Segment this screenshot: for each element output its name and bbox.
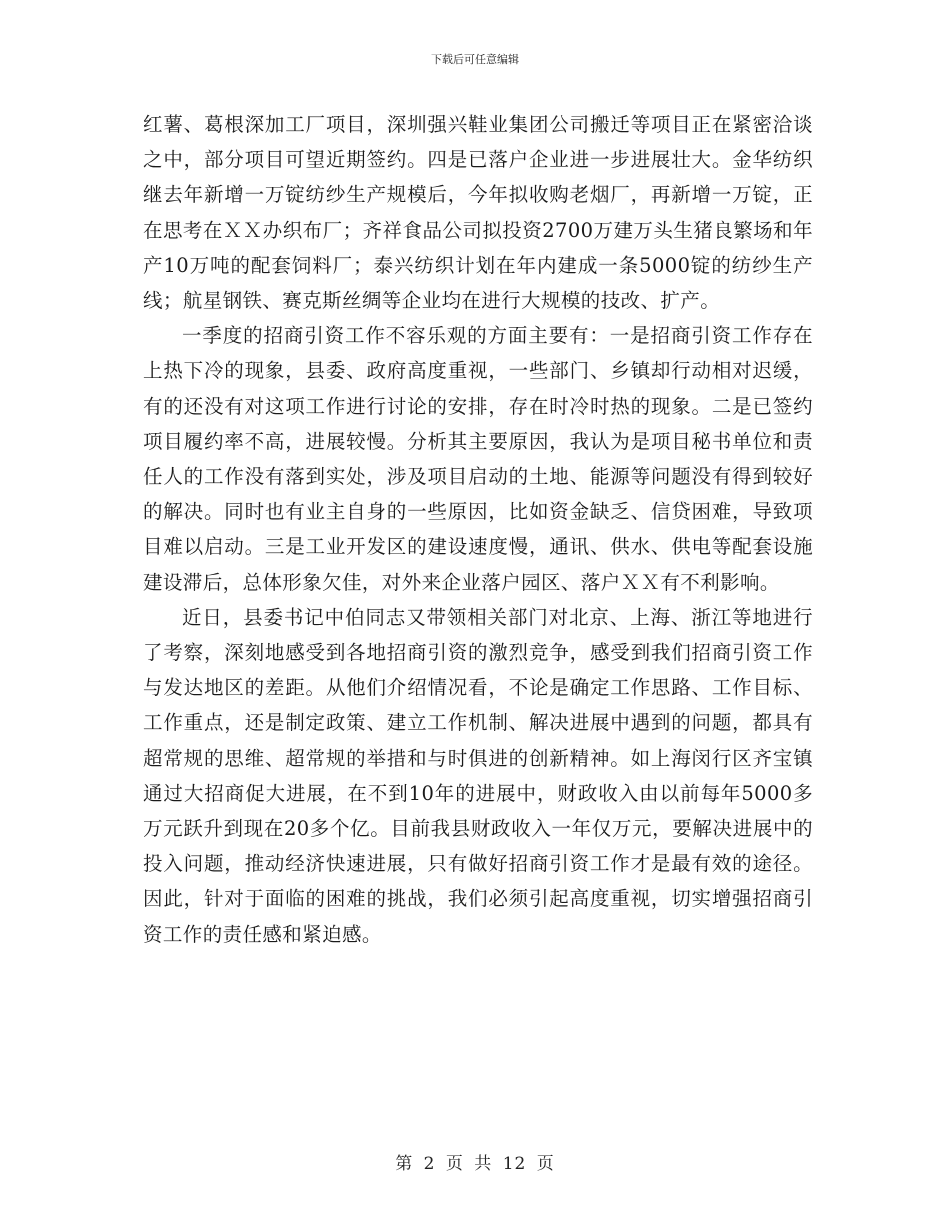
document-body bbox=[143, 107, 813, 952]
paragraph-issues: 一季度的招商引资工作不容乐观的方面主要有：一是招商引资工作存在上热下冷的现象，县委、政府高度重视，一些部门、乡镇却行动相对迟缓，有的还没有对这项工作进行讨论的安排，存在时冷时热的现象。二是已签约项目履约率不高，进展较慢。分析其主要原因，我认为是项目秘书单位和责任人的工作没有落到实处，涉及项目启动的土地、能源等问题没有得到较好的解决。同时也有业主自身的一些原因，比如资金缺乏、信贷困难，导致项目难以启动。三是工业开发区的建设速度慢，通讯、供水、供电等配套设施建设滞后，总体形象欠佳，对外来企业落户园区、落户ＸＸ有不利影响。 bbox=[143, 324, 813, 594]
paragraph-continued: 红薯、葛根深加工厂项目，深圳强兴鞋业集团公司搬迁等项目正在紧密洽谈之中，部分项目可望近期签约。四是已落户企业进一步进展壮大。金华纺织继去年新增一万锭纺纱生产规模后，今年拟收购老烟厂，再新增一万锭，正在思考在ＸＸ办织布厂；齐祥食品公司拟投资2700万建万头生猪良繁场和年产10万吨的配套饲料厂；泰兴纺织计划在年内建成一条5000锭的纺纱生产线；航星钢铁、赛克斯丝绸等企业均在进行大规模的技改、扩产。 bbox=[143, 113, 813, 313]
paragraph-inspection: 近日，县委书记中伯同志又带领相关部门对北京、上海、浙江等地进行了考察，深刻地感受到各地招商引资的激烈竞争，感受到我们招商引资工作与发达地区的差距。从他们介绍情况看，不论是确定工作思路、工作目标、工作重点，还是制定政策、建立工作机制、解决进展中遇到的问题，都具有超常规的思维、超常规的举措和与时俱进的创新精神。如上海闵行区齐宝镇通过大招商促大进展，在不到10年的进展中，财政收入由以前每年5000多万元跃升到现在20多个亿。目前我县财政收入一年仅万元，要解决进展中的投入问题，推动经济快速进展，只有做好招商引资工作才是最有效的途径。因此，针对于面临的困难的挑战，我们必须引起高度重视，切实增强招商引资工作的责任感和紧迫感。 bbox=[143, 605, 813, 946]
page-header: 下载后可任意编辑 bbox=[431, 53, 519, 66]
page-number: 第 2 页 共 12 页 bbox=[395, 1154, 555, 1174]
